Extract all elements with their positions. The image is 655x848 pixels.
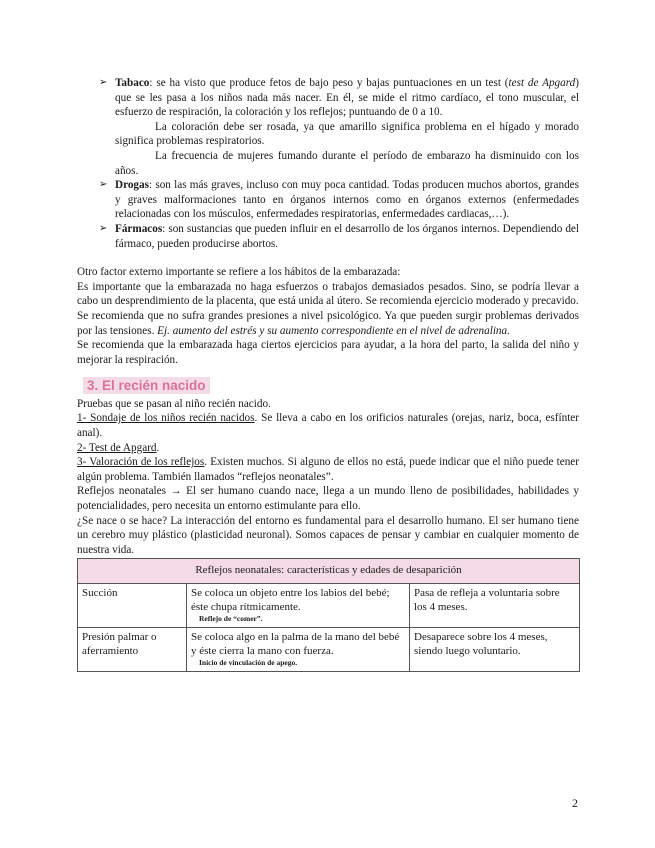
section-heading: 3. El recién nacido: [83, 377, 210, 394]
reflex-note: Reflejo de “comer”.: [199, 614, 263, 624]
test-item-text: . Existen muchos. Si alguno de ellos no está, puede indicar que el niño puede tener algún problema. También llamados “reflejos neonatales”.: [77, 456, 579, 483]
bullet-term: Tabaco: [115, 77, 150, 89]
bullet-term: Fármacos: [115, 222, 163, 235]
bullet-subparagraph: La frecuencia de mujeres fumando durante el período de embarazo ha disminuido con los años.: [115, 149, 579, 177]
table-row: [78, 584, 580, 628]
table-header: Reflejos neonatales: características y edades de desaparición: [78, 559, 580, 584]
page-content: [77, 76, 579, 672]
test-item-text: . Se lleva a cabo en los orificios naturales (orejas, nariz, boca, esfínter anal).: [77, 412, 579, 440]
reflex-description-cell: [187, 584, 410, 628]
paragraph-text: Se recomienda que no sufra grandes presiones a nivel psicológico. Ya que pueden surgir problemas derivados por las tensiones.: [77, 309, 579, 337]
section-intro: Pruebas que se pasan al niño recién nacido.: [77, 397, 271, 410]
reflex-disappearance: Pasa de refleja a voluntaria sobre los 4 meses.: [410, 584, 580, 628]
paragraph: Otro factor externo importante se refiere a los hábitos de la embarazada:: [77, 266, 401, 279]
test-item-1: [77, 411, 579, 440]
reflex-note: Inicio de vinculación de apego.: [199, 658, 298, 668]
test-item-label: 3- Valoración de los reflejos: [77, 456, 205, 469]
paragraph: Se recomienda que la embarazada haga ciertos ejercicios para ayudar, a la hora del parto, la salida del niño y mejorar la respiración.: [77, 339, 579, 366]
arrow-bullet-icon: ➢: [99, 77, 108, 88]
arrow-bullet-icon: ➢: [99, 222, 108, 234]
test-item-label: 2- Test de Apgard: [77, 441, 157, 454]
table-header-row: [78, 559, 580, 584]
page-number: 2: [572, 796, 578, 810]
spacer: [77, 251, 579, 265]
reflex-table: [77, 558, 580, 672]
bullet-text: : son las más graves, incluso con muy poca cantidad. Todas producen muchos abortos, grandes y graves malformaciones tanto en órganos internos como en órganos externos (enfermedades relacionadas con los músculos, enfermedades respiratorias, enfermedades cardiacas,…).: [115, 179, 579, 221]
bullet-term: Drogas: [115, 179, 149, 192]
test-item-2: [77, 441, 579, 456]
bullet-text: : son sustancias que pueden influir en el desarrollo de los órganos internos. Dependiendo del fármaco, pueden producirse abortos.: [115, 222, 579, 250]
bullet-drogas: [77, 178, 579, 222]
reflex-description-cell: [187, 628, 410, 672]
reflex-description: Se coloca algo en la palma de la mano del bebé y éste cierra la mano con fuerza.: [191, 631, 400, 657]
paragraph: [77, 309, 579, 338]
table-row: [78, 628, 580, 672]
reflex-paragraph: Reflejos neonatales → El ser humano cuando nace, llega a un mundo lleno de posibilidades, habilidades y potencialidades, pero necesita un entorno estimulante para ello.: [77, 485, 579, 513]
bullet-subparagraph: La coloración debe ser rosada, ya que amarillo significa problema en el hígado y morado significa problemas respiratorios.: [115, 120, 579, 148]
test-item-text: .: [156, 441, 160, 454]
bullet-farmacos: [77, 222, 579, 251]
paragraph: Es importante que la embarazada no haga esfuerzos o trabajos demasiados pesados. Sino, se podría llevar a cabo un desprendimiento de la placenta, que está unida al útero. Se recomienda ejercicio moderado y precavido.: [77, 280, 579, 308]
bullet-text: ) que se les pasa a los niños nada más nacer. En él, se mide el ritmo cardíaco, el tono muscular, el esfuerzo de respiración, la coloración y los reflejos; puntuando de 0 a 10.: [115, 77, 579, 119]
bullet-italic: test de Apgard: [508, 77, 576, 89]
paragraph-example: Ej. aumento del estrés y su aumento correspondiente en el nivel de adrenalina.: [157, 324, 510, 337]
arrow-bullet-icon: ➢: [99, 179, 108, 191]
test-item-label: 1- Sondaje de los niños recién nacidos: [77, 412, 255, 425]
bullet-tabaco: [77, 76, 579, 178]
question-paragraph: ¿Se nace o se hace? La interacción del entorno es fundamental para el desarrollo humano. El ser humano tiene un cerebro muy plástico (plasticidad neuronal). Somos capaces de pensar y cambiar en cualquier momento de nuestra vida.: [77, 514, 579, 556]
test-item-3: [77, 455, 579, 484]
reflex-name: Succión: [78, 584, 187, 628]
section-heading-wrap: [77, 377, 579, 395]
reflex-name: Presión palmar o aferramiento: [78, 628, 187, 672]
reflex-description: Se coloca un objeto entre los labios del bebé; éste chupa rítmicamente.: [191, 587, 390, 613]
reflex-disappearance: Desaparece sobre los 4 meses, siendo luego voluntario.: [410, 628, 580, 672]
bullet-text: : se ha visto que produce fetos de bajo peso y bajas puntuaciones en un test (: [149, 77, 509, 89]
